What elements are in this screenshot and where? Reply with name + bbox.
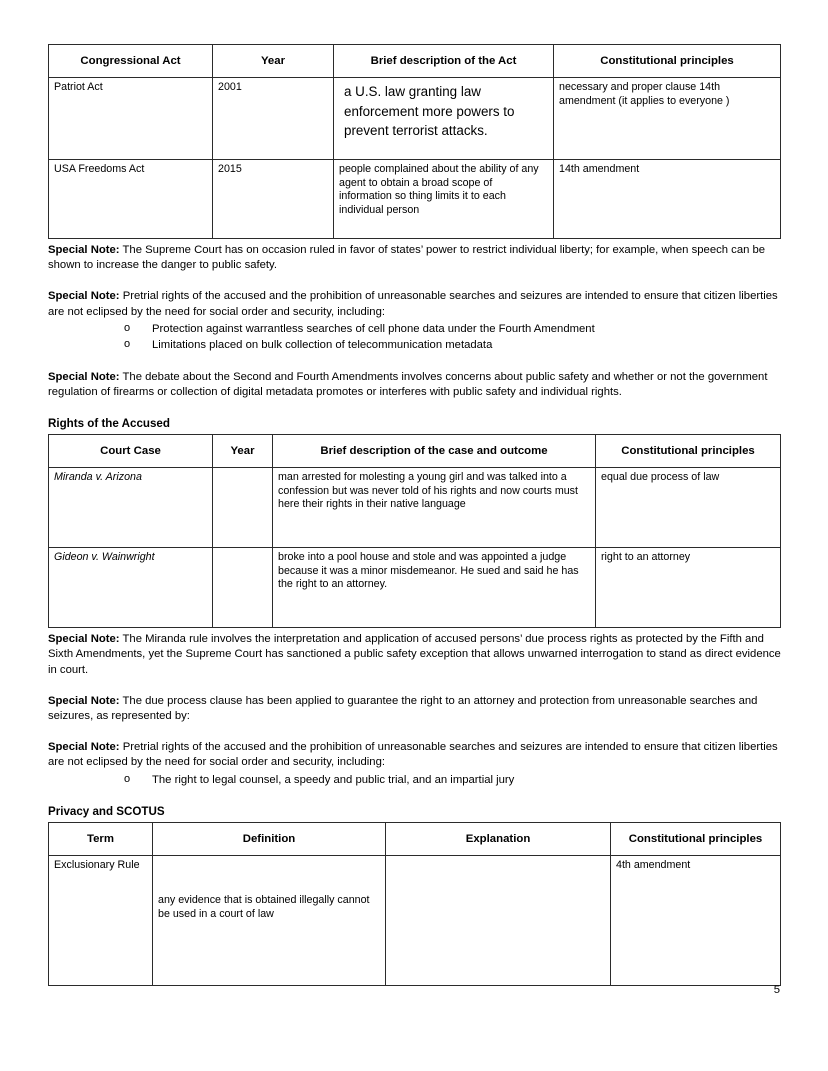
cell-description: man arrested for molesting a young girl and was talked into a confession but was never told of his rights and now courts must here their rights in their native language: [273, 468, 596, 548]
special-note: [48, 632, 782, 678]
column-header-principles: Constitutional principles: [611, 823, 781, 856]
column-header-year: Year: [213, 45, 334, 78]
special-note-text: The Supreme Court has on occasion ruled in favor of states’ power to restrict individual liberty; for example, when speech can be shown to increase the danger to public safety.: [48, 244, 766, 272]
table-row: [49, 548, 781, 628]
table-row: [49, 856, 781, 986]
cell-year: 2001: [213, 78, 334, 160]
table-header-row: [49, 823, 781, 856]
cell-principles: equal due process of law: [596, 468, 781, 548]
section-heading-privacy-and-scotus: Privacy and SCOTUS: [48, 805, 165, 819]
cell-explanation: [386, 856, 611, 986]
cell-description: broke into a pool house and stole and was appointed a judge because it was a minor misdemeanor. He sued and said he has the right to an attorney.: [273, 548, 596, 628]
document-content: [48, 44, 780, 986]
court-cases-table: [48, 434, 781, 628]
column-header-principles: Constitutional principles: [596, 435, 781, 468]
cell-case-name: Gideon v. Wainwright: [49, 548, 213, 628]
circle-bullet-icon: o: [124, 338, 131, 351]
cell-year: [213, 548, 273, 628]
list-item-label: The right to legal counsel, a speedy and public trial, and an impartial jury: [152, 773, 515, 786]
special-note: [48, 289, 782, 319]
list-item: [48, 772, 780, 789]
cell-definition: any evidence that is obtained illegally cannot be used in a court of law: [153, 856, 386, 986]
cell-principles: necessary and proper clause 14th amendment (it applies to everyone ): [554, 78, 781, 160]
cell-year: 2015: [213, 160, 334, 239]
special-note: [48, 694, 782, 724]
special-note-label: Special Note:: [48, 244, 120, 256]
special-note: [48, 370, 782, 400]
special-note-label: Special Note:: [48, 741, 120, 754]
privacy-terms-table: [48, 822, 781, 986]
special-note-label: Special Note:: [48, 694, 120, 707]
cell-principles: 4th amendment: [611, 856, 781, 986]
cell-principles: right to an attorney: [596, 548, 781, 628]
special-note-text: Pretrial rights of the accused and the prohibition of unreasonable searches and seizures are intended to ensure that citizen liberties are not eclipsed by the need for social order and security, including:: [48, 290, 778, 318]
special-note-label: Special Note:: [48, 370, 120, 383]
table-row: [49, 160, 781, 239]
list-item-label: Limitations placed on bulk collection of telecommunication metadata: [152, 339, 493, 352]
special-note-label: Special Note:: [48, 290, 120, 303]
cell-act-name: USA Freedoms Act: [49, 160, 213, 239]
special-note-text: The debate about the Second and Fourth Amendments involves concerns about public safety and whether or not the government regulation of firearms or collection of digital metadata promotes or interferes with public safety and individual rights.: [48, 370, 768, 399]
column-header-definition: Definition: [153, 823, 386, 856]
column-header-congressional-act: Congressional Act: [49, 45, 213, 78]
table-header-row: [49, 45, 781, 78]
special-note-label: Special Note:: [48, 633, 120, 646]
special-note: [48, 740, 782, 770]
special-note-text: The Miranda rule involves the interpretation and application of accused persons’ due process rights as protected by the Fifth and Sixth Amendments, yet the Supreme Court has sanctioned a public safety exception that allows unwarned interrogation to stand as direct evidence in court.: [48, 633, 781, 676]
special-note-text: Pretrial rights of the accused and the prohibition of unreasonable searches and seizures are intended to ensure that citizen liberties are not eclipsed by the need for social order and security, including:: [48, 741, 778, 769]
table-row: [49, 78, 781, 160]
column-header-explanation: Explanation: [386, 823, 611, 856]
column-header-description: Brief description of the case and outcome: [273, 435, 596, 468]
special-note: [48, 243, 782, 273]
special-note-bullet-list: [48, 321, 780, 354]
table-header-row: [49, 435, 781, 468]
table-row: [49, 468, 781, 548]
cell-principles: 14th amendment: [554, 160, 781, 239]
column-header-year: Year: [213, 435, 273, 468]
cell-description: people complained about the ability of any agent to obtain a broad scope of information so thing limits it to each individual person: [334, 160, 554, 239]
circle-bullet-icon: o: [124, 772, 131, 785]
congressional-acts-table: [48, 44, 781, 239]
column-header-term: Term: [49, 823, 153, 856]
cell-description: a U.S. law granting law enforcement more powers to prevent terrorist attacks.: [334, 78, 554, 160]
cell-year: [213, 468, 273, 548]
cell-term: Exclusionary Rule: [49, 856, 153, 986]
column-header-description: Brief description of the Act: [334, 45, 554, 78]
list-item: [48, 337, 780, 354]
special-note-text: The due process clause has been applied to guarantee the right to an attorney and protection from unreasonable searches and seizures, as represented by:: [48, 694, 758, 723]
list-item-label: Protection against warrantless searches of cell phone data under the Fourth Amendment: [152, 322, 595, 335]
column-header-court-case: Court Case: [49, 435, 213, 468]
cell-act-name: Patriot Act: [49, 78, 213, 160]
page-number: 5: [773, 984, 780, 996]
circle-bullet-icon: o: [124, 321, 131, 334]
list-item: [48, 321, 780, 338]
special-note-bullet-list: [48, 772, 780, 789]
cell-case-name: Miranda v. Arizona: [49, 468, 213, 548]
section-heading-rights-of-the-accused: Rights of the Accused: [48, 417, 170, 431]
column-header-principles: Constitutional principles: [554, 45, 781, 78]
